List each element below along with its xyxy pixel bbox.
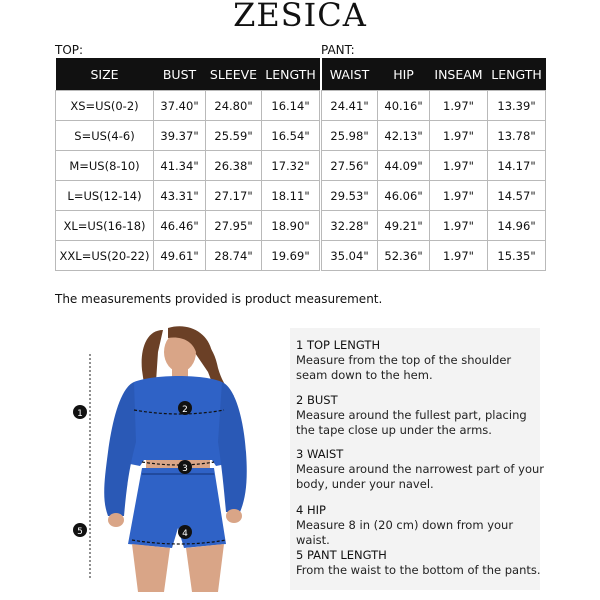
table-row: [322, 211, 546, 241]
inseam-cell: 1.97": [430, 121, 488, 151]
instruction-description: Measure 8 in (20 cm) down from your waist.: [296, 518, 514, 547]
length-cell: 15.35": [488, 241, 546, 271]
waist-cell: 24.41": [322, 91, 378, 121]
table-row: [56, 91, 320, 121]
sleeve-cell: 25.59": [206, 121, 262, 151]
size-cell: XL=US(16-18): [56, 211, 154, 241]
marker-4: [178, 525, 192, 539]
svg-text:1: 1: [77, 409, 83, 419]
instruction-title: 4 HIP: [296, 503, 326, 517]
bust-cell: 43.31": [154, 181, 206, 211]
hip-cell: 40.16": [378, 91, 430, 121]
length-cell: 14.96": [488, 211, 546, 241]
hip-cell: 52.36": [378, 241, 430, 271]
table-row: [322, 181, 546, 211]
instruction-title: 1 TOP LENGTH: [296, 338, 381, 352]
brand-logo: ZESICA: [233, 0, 367, 34]
svg-text:5: 5: [77, 527, 83, 537]
svg-text:3: 3: [182, 464, 188, 474]
pant-size-table: [321, 58, 546, 271]
length-cell: 14.57": [488, 181, 546, 211]
bust-cell: 46.46": [154, 211, 206, 241]
sleeve-cell: 27.17": [206, 181, 262, 211]
instruction-description: Measure around the fullest part, placing the tape close up under the arms.: [296, 408, 527, 437]
instruction-top-length: [296, 338, 546, 383]
bust-cell: 39.37": [154, 121, 206, 151]
column-header-size: SIZE: [56, 58, 154, 91]
table-row: [56, 121, 320, 151]
instruction-pant-length: [296, 548, 546, 578]
table-row: [56, 211, 320, 241]
hip-cell: 46.06": [378, 181, 430, 211]
inseam-cell: 1.97": [430, 151, 488, 181]
inseam-cell: 1.97": [430, 181, 488, 211]
column-header-bust: BUST: [154, 58, 206, 91]
instruction-description: From the waist to the bottom of the pants.: [296, 563, 541, 577]
length-cell: 18.11": [262, 181, 320, 211]
inseam-cell: 1.97": [430, 241, 488, 271]
measurement-note: The measurements provided is product measurement.: [55, 292, 383, 306]
waist-cell: 35.04": [322, 241, 378, 271]
length-cell: 14.17": [488, 151, 546, 181]
bust-cell: 41.34": [154, 151, 206, 181]
column-header-inseam: INSEAM: [430, 58, 488, 91]
top-table-label: TOP:: [55, 43, 84, 57]
marker-1: [73, 405, 87, 419]
instruction-bust: [296, 393, 546, 438]
column-header-length: LENGTH: [262, 58, 320, 91]
waist-cell: 29.53": [322, 181, 378, 211]
waist-cell: 25.98": [322, 121, 378, 151]
column-header-waist: WAIST: [322, 58, 378, 91]
length-cell: 16.14": [262, 91, 320, 121]
table-row: [322, 121, 546, 151]
instruction-description: Measure from the top of the shoulder seam down to the hem.: [296, 353, 512, 382]
hip-cell: 49.21": [378, 211, 430, 241]
bust-cell: 49.61": [154, 241, 206, 271]
sleeve-cell: 28.74": [206, 241, 262, 271]
hip-cell: 42.13": [378, 121, 430, 151]
table-row: [56, 181, 320, 211]
marker-3: [178, 460, 192, 474]
size-cell: XS=US(0-2): [56, 91, 154, 121]
pant-table-label: PANT:: [321, 43, 355, 57]
top-size-table: [55, 58, 320, 271]
length-cell: 18.90": [262, 211, 320, 241]
svg-text:2: 2: [182, 405, 188, 415]
waist-cell: 32.28": [322, 211, 378, 241]
column-header-length: LENGTH: [488, 58, 546, 91]
column-header-hip: HIP: [378, 58, 430, 91]
table-row: [322, 91, 546, 121]
size-cell: M=US(8-10): [56, 151, 154, 181]
instruction-hip: [296, 503, 546, 548]
instruction-title: 5 PANT LENGTH: [296, 548, 387, 562]
length-cell: 13.78": [488, 121, 546, 151]
waist-cell: 27.56": [322, 151, 378, 181]
model-illustration: [68, 322, 273, 592]
inseam-cell: 1.97": [430, 91, 488, 121]
column-header-sleeve: SLEEVE: [206, 58, 262, 91]
table-row: [56, 151, 320, 181]
bust-cell: 37.40": [154, 91, 206, 121]
inseam-cell: 1.97": [430, 211, 488, 241]
length-cell: 13.39": [488, 91, 546, 121]
size-cell: S=US(4-6): [56, 121, 154, 151]
length-cell: 17.32": [262, 151, 320, 181]
table-row: [322, 241, 546, 271]
marker-2: [178, 401, 192, 415]
sleeve-cell: 24.80": [206, 91, 262, 121]
instruction-title: 3 WAIST: [296, 447, 344, 461]
instruction-description: Measure around the narrowest part of your body, under your navel.: [296, 462, 544, 491]
instruction-waist: [296, 447, 546, 492]
table-row: [322, 151, 546, 181]
size-cell: L=US(12-14): [56, 181, 154, 211]
table-row: [56, 241, 320, 271]
sleeve-cell: 26.38": [206, 151, 262, 181]
instruction-title: 2 BUST: [296, 393, 338, 407]
svg-text:4: 4: [182, 529, 188, 539]
marker-5: [73, 523, 87, 537]
length-cell: 19.69": [262, 241, 320, 271]
hip-cell: 44.09": [378, 151, 430, 181]
sleeve-cell: 27.95": [206, 211, 262, 241]
size-cell: XXL=US(20-22): [56, 241, 154, 271]
length-cell: 16.54": [262, 121, 320, 151]
